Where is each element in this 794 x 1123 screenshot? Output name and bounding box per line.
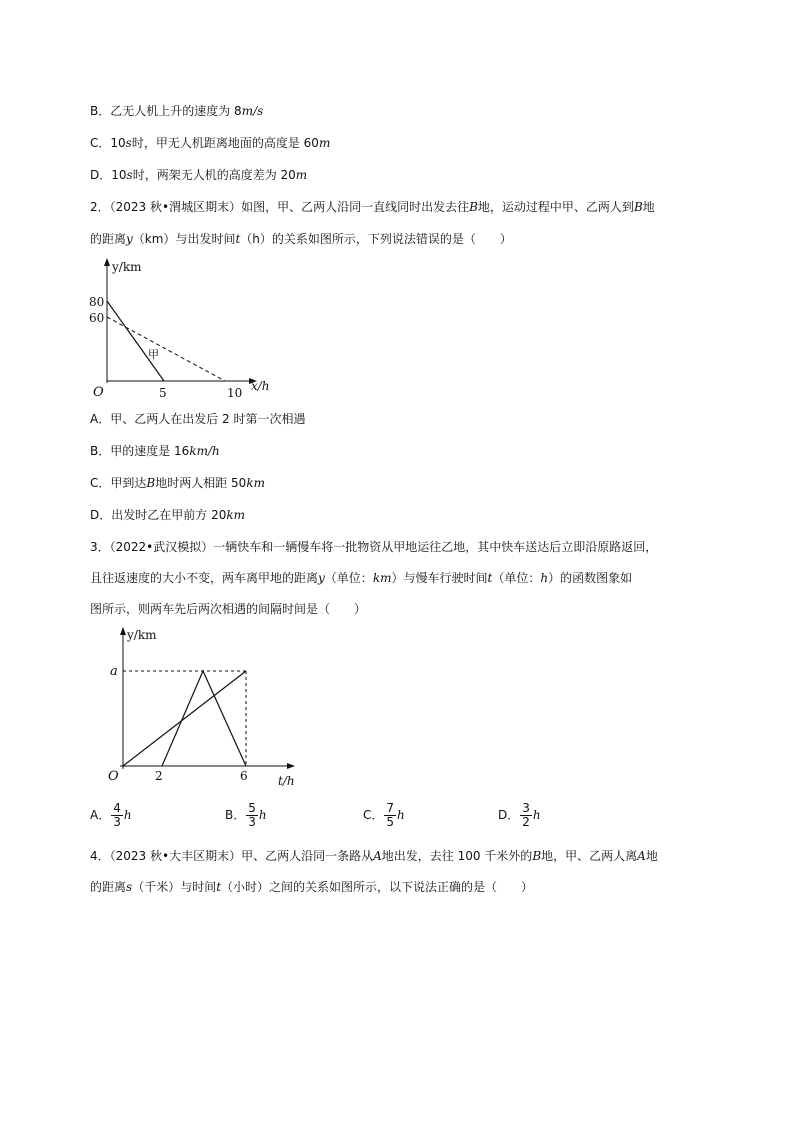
- q3-a-label: a: [110, 664, 118, 679]
- q3-option-c: C． $\frac{7}{5}$ h: [363, 801, 405, 829]
- q3-y-arrow: [120, 627, 126, 635]
- q2-series-label: 甲: [148, 348, 159, 361]
- q2-option-c: C．甲到达B地时两人相距 50km: [90, 476, 265, 490]
- q4-stem-line1: 4．（2023 秋•大丰区期末）甲、乙两人沿同一条路从A地出发，去往 100 千米外的B地，甲、乙两人离A地: [90, 849, 658, 863]
- q3-y-label: y/km: [127, 628, 157, 642]
- q3-stem-line1: 3．（2022•武汉模拟）一辆快车和一辆慢车将一批物资从甲地运往乙地，其中快车送达后立即沿原路返回，: [90, 540, 658, 554]
- q3-fast-car-line: [162, 671, 246, 766]
- q1-option-b: B．乙无人机上升的速度为 8m/s: [90, 104, 264, 118]
- q3-option-d: D． $\frac{3}{2}$ h: [498, 801, 541, 829]
- q2-xtick-10: 10: [227, 386, 243, 400]
- q2-line-jia: [107, 301, 164, 381]
- q3-graph: [100, 623, 310, 793]
- q3-stem-line3: 图所示，则两车先后两次相遇的间隔时间是（ ）: [90, 602, 367, 616]
- q3-x-label: t/h: [278, 774, 295, 788]
- q3-stem-line2: 且往返速度的大小不变，两车离甲地的距离y（单位：km）与慢车行驶时间t（单位：h）的函数图象如: [90, 571, 633, 585]
- q3-x-arrow: [287, 763, 295, 769]
- q2-ytick-60: 60: [89, 311, 105, 325]
- q3-option-b-fraction: $\frac{5}{3}$: [248, 801, 256, 829]
- q3-slow-car-line: [123, 671, 246, 766]
- q3-option-a: A． $\frac{4}{3}$ h: [90, 801, 132, 829]
- q2-stem-line1: 2．（2023 秋•渭城区期末）如图，甲、乙两人沿同一直线同时出发去往B地，运动过程中甲、乙两人到B地: [90, 200, 655, 214]
- q3-xtick-6: 6: [240, 769, 248, 783]
- q3-option-d-fraction: $\frac{3}{2}$: [522, 801, 530, 829]
- q2-stem-line2: 的距离y（km）与出发时间t（h）的关系如图所示，下列说法错误的是（ ）: [90, 232, 512, 246]
- q3-xtick-2: 2: [155, 769, 163, 783]
- q3-option-a-fraction: $\frac{4}{3}$: [113, 801, 121, 829]
- q3-option-b: B． $\frac{5}{3}$ h: [225, 801, 267, 829]
- q2-option-d: D．出发时乙在甲前方 20km: [90, 508, 245, 522]
- q3-origin: O: [108, 769, 119, 784]
- q2-x-label: x/h: [251, 379, 270, 393]
- q2-origin: O: [93, 385, 104, 400]
- q4-stem-line2: 的距离s（千米）与时间t（小时）之间的关系如图所示，以下说法正确的是（ ）: [90, 880, 534, 894]
- q1-option-c: C．10s时，甲无人机距离地面的高度是 60m: [90, 136, 331, 150]
- q2-graph: [85, 255, 285, 403]
- q2-option-b: B．甲的速度是 16km/h: [90, 444, 220, 458]
- q1-option-d: D．10s时，两架无人机的高度差为 20m: [90, 168, 308, 182]
- q2-ytick-80: 80: [89, 295, 105, 309]
- q2-y-arrow: [104, 258, 110, 266]
- q2-option-a: A．甲、乙两人在出发后 2 时第一次相遇: [90, 412, 306, 426]
- q3-option-c-fraction: $\frac{7}{5}$: [386, 801, 395, 829]
- q2-xtick-5: 5: [159, 386, 167, 400]
- q2-y-label: y/km: [112, 260, 142, 274]
